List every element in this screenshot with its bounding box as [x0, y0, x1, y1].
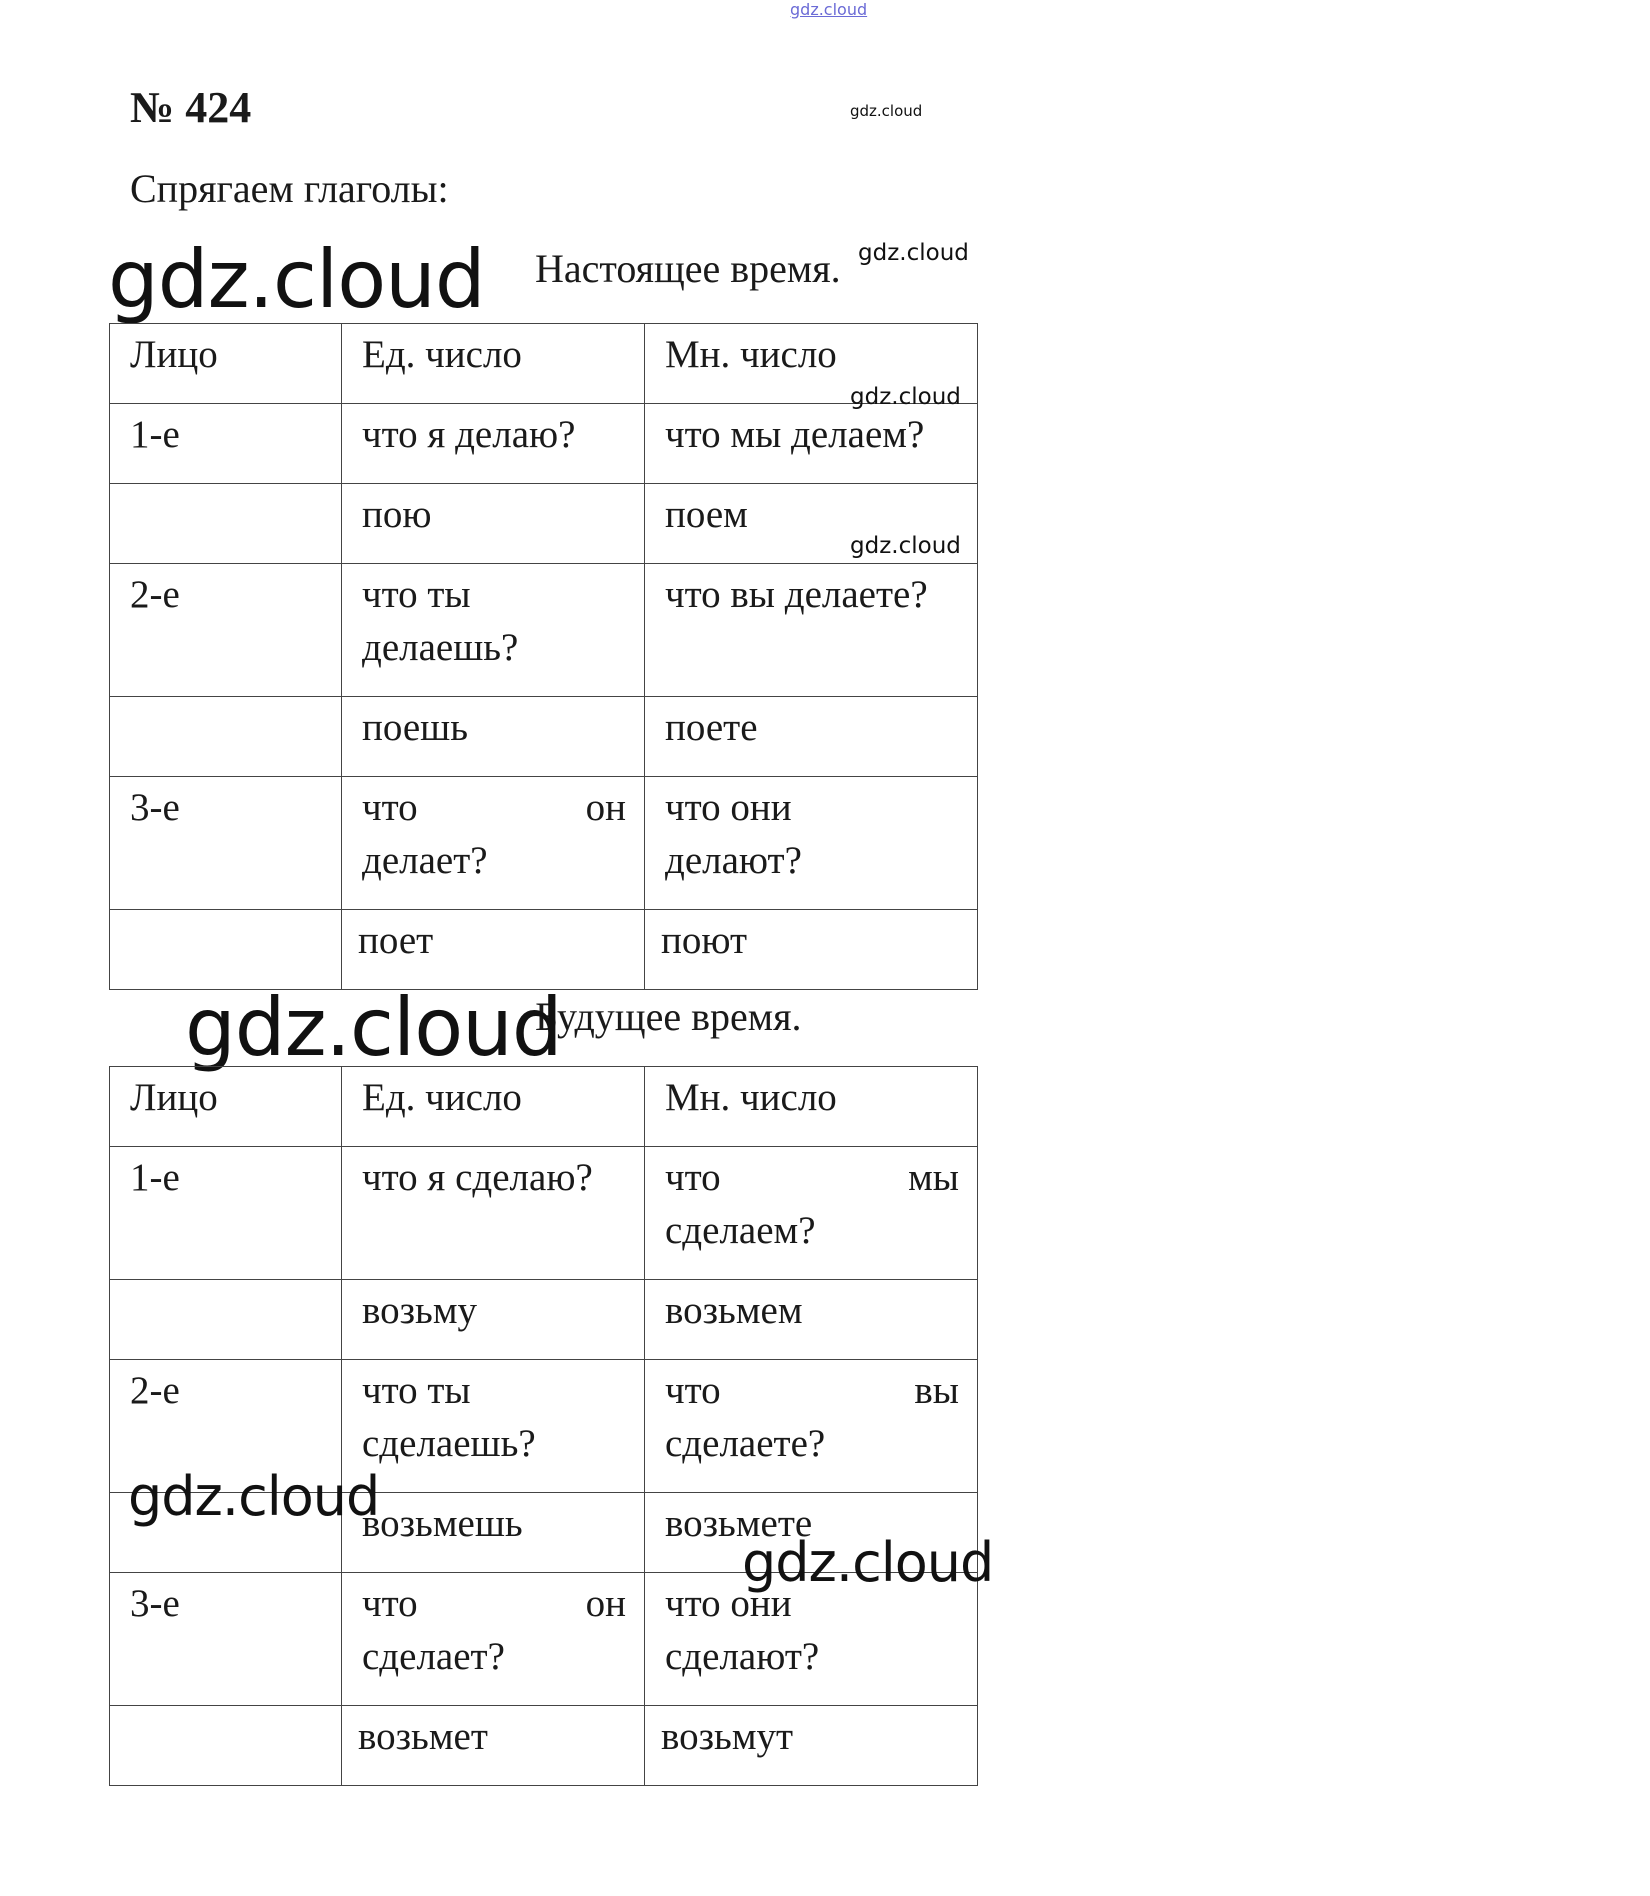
singular-cell: возьмешь: [342, 1493, 645, 1573]
plural-cell: что мы сделаем?: [645, 1147, 978, 1280]
table-row: [110, 484, 978, 564]
plural-cell: поете: [645, 697, 978, 777]
watermark: gdz.cloud: [742, 1531, 994, 1594]
future-table: [109, 1066, 978, 1786]
watermark-top: gdz.cloud: [790, 0, 868, 19]
table-row: [110, 1706, 978, 1786]
singular-cell: что я делаю?: [342, 404, 645, 484]
plural-cell: что вы делаете?: [645, 564, 978, 697]
plural-cell: возьмете: [645, 1493, 978, 1573]
person-cell: 2-е: [110, 564, 342, 697]
person-cell: [110, 697, 342, 777]
plural-cell: что мы делаем?: [645, 404, 978, 484]
table-row: [110, 697, 978, 777]
person-cell: 3-е: [110, 1573, 342, 1706]
plural-cell: поем: [645, 484, 978, 564]
watermark: gdz.cloud: [850, 384, 961, 410]
singular-cell: что он делает?: [342, 777, 645, 910]
table-row: [110, 564, 978, 697]
singular-cell: что я сделаю?: [342, 1147, 645, 1280]
watermark: gdz.cloud: [858, 240, 969, 266]
watermark: gdz.cloud: [850, 102, 923, 120]
singular-cell: поешь: [342, 697, 645, 777]
plural-cell: возьмем: [645, 1280, 978, 1360]
plural-cell: что они сделают?: [645, 1573, 978, 1706]
present-title: Настоящее время.: [535, 246, 841, 291]
watermark: gdz.cloud: [850, 533, 961, 559]
person-cell: 3-е: [110, 777, 342, 910]
future-title: Будущее время.: [535, 994, 802, 1039]
plural-cell: что вы сделаете?: [645, 1360, 978, 1493]
singular-cell: возьмет: [342, 1706, 645, 1786]
table-header-row: [110, 1067, 978, 1147]
table-row: [110, 1147, 978, 1280]
header-singular: Ед. число: [342, 1067, 645, 1147]
singular-cell: поет: [342, 910, 645, 990]
singular-cell: что ты делаешь?: [342, 564, 645, 697]
person-cell: [110, 1280, 342, 1360]
table-header-row: [110, 324, 978, 404]
person-cell: [110, 1706, 342, 1786]
singular-cell: возьму: [342, 1280, 645, 1360]
watermark: gdz.cloud: [128, 1465, 380, 1528]
person-cell: 1-е: [110, 404, 342, 484]
person-cell: 2-е: [110, 1360, 342, 1493]
watermark: gdz.cloud: [185, 981, 562, 1074]
task-intro: Спрягаем глаголы:: [130, 166, 449, 211]
header-person: Лицо: [110, 1067, 342, 1147]
plural-cell: что они делают?: [645, 777, 978, 910]
person-cell: 1-е: [110, 1147, 342, 1280]
header-singular: Ед. число: [342, 324, 645, 404]
person-cell: [110, 484, 342, 564]
singular-cell: что ты сделаешь?: [342, 1360, 645, 1493]
person-cell: [110, 910, 342, 990]
plural-cell: поют: [645, 910, 978, 990]
watermark: gdz.cloud: [108, 233, 485, 326]
plural-cell: возьмут: [645, 1706, 978, 1786]
header-plural: Мн. число: [645, 1067, 978, 1147]
table-row: [110, 777, 978, 910]
task-number: № 424: [130, 83, 252, 132]
singular-cell: пою: [342, 484, 645, 564]
table-row: [110, 1280, 978, 1360]
present-table: [109, 323, 978, 990]
table-row: [110, 910, 978, 990]
singular-cell: что он сделает?: [342, 1573, 645, 1706]
table-row: [110, 404, 978, 484]
header-person: Лицо: [110, 324, 342, 404]
header-plural: Мн. число: [645, 324, 978, 404]
